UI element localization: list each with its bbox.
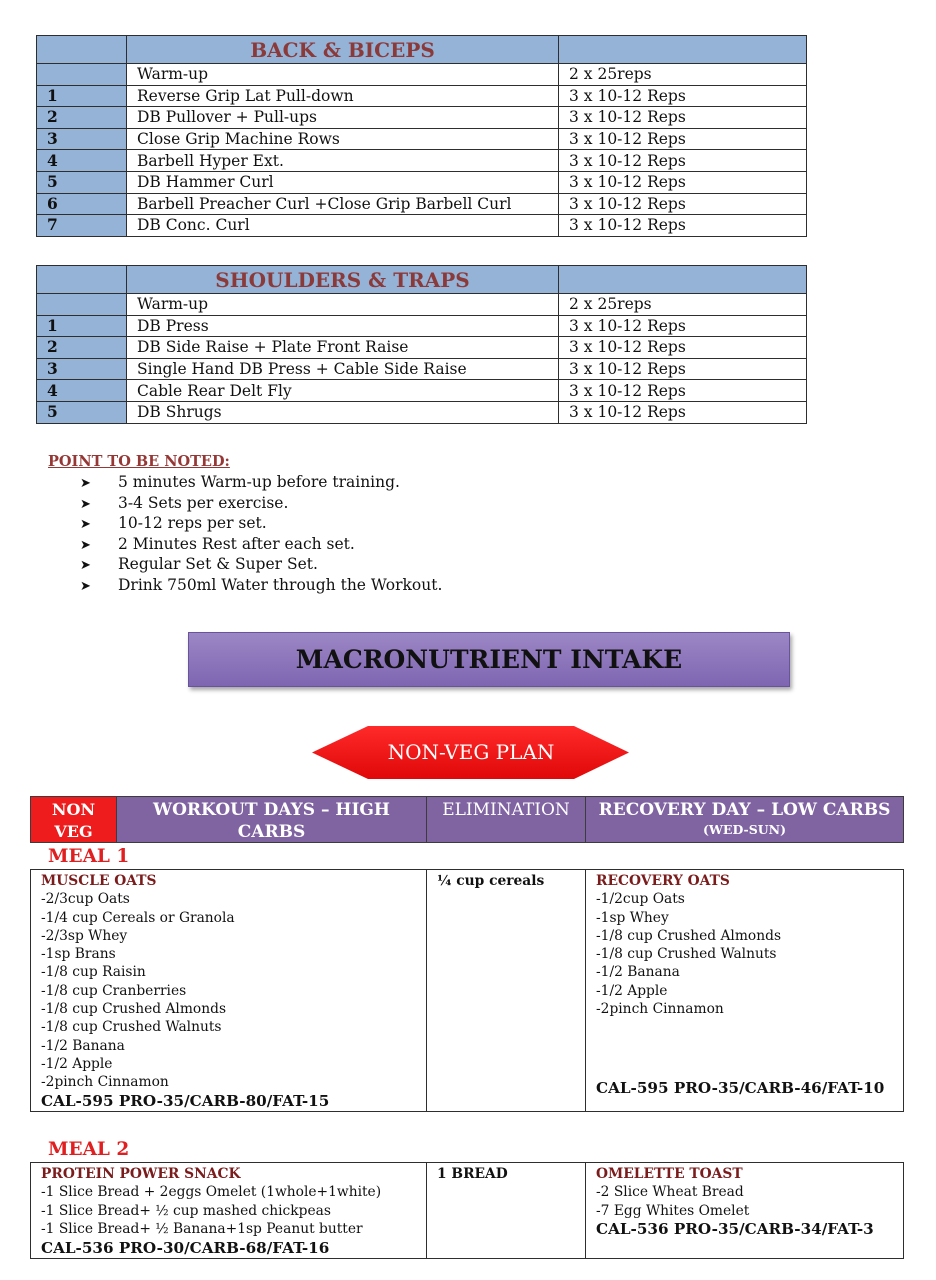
row-number: 2 <box>37 107 127 129</box>
note-text: 2 Minutes Rest after each set. <box>118 534 355 553</box>
meal-2-workout-cell <box>31 1163 427 1258</box>
back-biceps-table <box>36 35 807 237</box>
sets-reps: 3 x 10-12 Reps <box>559 107 807 129</box>
meal-item: -1/8 cup Crushed Walnuts <box>41 1019 222 1036</box>
meal-item: -7 Egg Whites Omelet <box>596 1202 750 1219</box>
meal-heading: MUSCLE OATS <box>41 873 157 889</box>
meal-1-label: MEAL 1 <box>48 846 130 867</box>
exercise-name: DB Pullover + Pull-ups <box>127 107 559 129</box>
meal-item: -1/2 Apple <box>596 982 668 999</box>
sets-reps: 2 x 25reps <box>559 294 807 316</box>
header-blank <box>37 266 127 294</box>
row-number: 4 <box>37 380 127 402</box>
sets-reps: 3 x 10-12 Reps <box>559 215 807 237</box>
note-text: 10-12 reps per set. <box>118 514 267 533</box>
exercise-name: Cable Rear Delt Fly <box>127 380 559 402</box>
arrowhead-bullet-icon: ➤ <box>80 517 91 533</box>
row-number <box>37 64 127 86</box>
meal-heading: OMELETTE TOAST <box>596 1166 743 1182</box>
exercise-name: Barbell Preacher Curl +Close Grip Barbell Curl <box>127 193 559 215</box>
meal-item: -2/3cup Oats <box>41 891 130 908</box>
meal-1-elimination-cell: ¼ cup cereals <box>427 870 586 1111</box>
meal-2-table <box>30 1162 904 1259</box>
notes-title: POINT TO BE NOTED: <box>48 453 230 470</box>
table-row <box>37 85 807 107</box>
meal-heading: PROTEIN POWER SNACK <box>41 1166 241 1182</box>
workout-days-list: (MON-TUES-THUR-FRI-SAT) <box>172 844 371 859</box>
arrowhead-bullet-icon: ➤ <box>80 558 91 574</box>
sets-reps: 3 x 10-12 Reps <box>559 193 807 215</box>
sets-reps: 3 x 10-12 Reps <box>559 128 807 150</box>
meal-item: -1/2 Apple <box>41 1055 113 1072</box>
table-row <box>37 64 807 86</box>
meal-item: -1/4 cup Cereals or Granola <box>41 909 235 926</box>
plan-badge <box>312 725 630 780</box>
row-number <box>37 294 127 316</box>
meal-item: -1/8 cup Crushed Almonds <box>596 927 782 944</box>
header-blank <box>559 266 807 294</box>
sets-reps: 3 x 10-12 Reps <box>559 150 807 172</box>
meal-item: -1sp Brans <box>41 946 116 963</box>
table-header-row <box>37 266 807 294</box>
meal-item: -1 Slice Bread+ ½ cup mashed chickpeas <box>41 1202 331 1219</box>
elimination-header: ELIMINATION <box>426 796 586 843</box>
row-number: 6 <box>37 193 127 215</box>
macro-summary: CAL-595 PRO-35/CARB-80/FAT-15 <box>41 1092 330 1110</box>
table-title: BACK & BICEPS <box>127 36 559 64</box>
exercise-name: Warm-up <box>127 294 559 316</box>
sets-reps: 2 x 25reps <box>559 64 807 86</box>
table-row <box>37 358 807 380</box>
list-item <box>80 575 442 596</box>
macro-summary: CAL-595 PRO-35/CARB-46/FAT-10 <box>596 1079 885 1097</box>
recovery-day-title: RECOVERY DAY – LOW CARBS <box>598 800 891 820</box>
meal-2-recovery-cell <box>586 1163 903 1258</box>
meal-item: -2pinch Cinnamon <box>41 1074 169 1091</box>
note-text: 3-4 Sets per exercise. <box>118 493 289 512</box>
macro-summary: CAL-536 PRO-30/CARB-68/FAT-16 <box>41 1239 330 1257</box>
shoulders-traps-table <box>36 265 807 424</box>
meal-item: -1/8 cup Raisin <box>41 964 146 981</box>
meal-item: -2pinch Cinnamon <box>596 1001 724 1018</box>
meal-item: -1/8 cup Cranberries <box>41 982 187 999</box>
row-number: 5 <box>37 401 127 423</box>
table-row <box>37 128 807 150</box>
exercise-name: Barbell Hyper Ext. <box>127 150 559 172</box>
note-text: Regular Set & Super Set. <box>118 555 318 574</box>
meal-2-label: MEAL 2 <box>48 1139 130 1160</box>
table-row <box>37 401 807 423</box>
exercise-name: DB Conc. Curl <box>127 215 559 237</box>
meal-heading: RECOVERY OATS <box>596 873 730 889</box>
meal-item: -1/8 cup Crushed Almonds <box>41 1001 227 1018</box>
sets-reps: 3 x 10-12 Reps <box>559 171 807 193</box>
exercise-name: Single Hand DB Press + Cable Side Raise <box>127 358 559 380</box>
table-row <box>37 150 807 172</box>
list-item <box>80 534 442 555</box>
meal-item: -1sp Whey <box>596 909 669 926</box>
meal-1-recovery-cell <box>586 870 903 1111</box>
sets-reps: 3 x 10-12 Reps <box>559 315 807 337</box>
recovery-day-header <box>585 796 904 843</box>
exercise-name: DB Press <box>127 315 559 337</box>
nonveg-cell <box>30 796 117 843</box>
table-row <box>37 380 807 402</box>
meal-item: -1/8 cup Crushed Walnuts <box>596 946 777 963</box>
table-row <box>37 315 807 337</box>
row-number: 5 <box>37 171 127 193</box>
table-title: SHOULDERS & TRAPS <box>127 266 559 294</box>
table-header-row <box>37 36 807 64</box>
recovery-days-list: (WED-SUN) <box>702 822 786 837</box>
sets-reps: 3 x 10-12 Reps <box>559 337 807 359</box>
list-item <box>80 472 442 493</box>
meal-item: -1/2 Banana <box>596 964 680 981</box>
exercise-name: DB Shrugs <box>127 401 559 423</box>
table-row <box>37 294 807 316</box>
meal-1-workout-cell <box>31 870 427 1111</box>
meal-item: -1 Slice Bread + 2eggs Omelet (1whole+1white) <box>41 1184 382 1201</box>
arrowhead-bullet-icon: ➤ <box>80 476 91 491</box>
meal-item: -1/2cup Oats <box>596 891 685 908</box>
note-text: Drink 750ml Water through the Workout. <box>118 575 443 594</box>
table-row <box>37 171 807 193</box>
list-item <box>80 554 442 575</box>
table-row <box>37 337 807 359</box>
exercise-name: Warm-up <box>127 64 559 86</box>
header-blank <box>559 36 807 64</box>
exercise-name: Reverse Grip Lat Pull-down <box>127 85 559 107</box>
arrowhead-bullet-icon: ➤ <box>80 537 91 553</box>
row-number: 4 <box>37 150 127 172</box>
meal-item: -2/3sp Whey <box>41 927 128 944</box>
macro-summary: CAL-536 PRO-35/CARB-34/FAT-3 <box>596 1220 874 1238</box>
meal-item: -1/2 Banana <box>41 1037 125 1054</box>
nonveg-line1: NON <box>51 800 96 819</box>
row-number: 2 <box>37 337 127 359</box>
sets-reps: 3 x 10-12 Reps <box>559 401 807 423</box>
meal-2-elimination-cell: 1 BREAD <box>427 1163 586 1258</box>
meal-item: -1 Slice Bread+ ½ Banana+1sp Peanut butter <box>41 1220 363 1237</box>
sets-reps: 3 x 10-12 Reps <box>559 358 807 380</box>
list-item <box>80 513 442 534</box>
table-row <box>37 193 807 215</box>
table-row <box>37 107 807 129</box>
exercise-name: Close Grip Machine Rows <box>127 128 559 150</box>
row-number: 1 <box>37 315 127 337</box>
meal-item: -2 Slice Wheat Bread <box>596 1184 744 1201</box>
table-row <box>37 215 807 237</box>
row-number: 3 <box>37 358 127 380</box>
row-number: 7 <box>37 215 127 237</box>
macronutrient-banner: MACRONUTRIENT INTAKE <box>188 632 790 687</box>
row-number: 3 <box>37 128 127 150</box>
arrowhead-bullet-icon: ➤ <box>80 578 91 594</box>
row-number: 1 <box>37 85 127 107</box>
list-item <box>80 493 442 514</box>
workout-days-header <box>116 796 427 859</box>
sets-reps: 3 x 10-12 Reps <box>559 85 807 107</box>
exercise-name: DB Side Raise + Plate Front Raise <box>127 337 559 359</box>
sets-reps: 3 x 10-12 Reps <box>559 380 807 402</box>
header-blank <box>37 36 127 64</box>
arrowhead-bullet-icon: ➤ <box>80 496 91 512</box>
notes-list <box>80 472 442 596</box>
workout-days-title: WORKOUT DAYS – HIGH CARBS <box>153 800 390 842</box>
exercise-name: DB Hammer Curl <box>127 171 559 193</box>
nonveg-line2: VEG <box>54 822 93 841</box>
plan-badge-label: NON-VEG PLAN <box>387 740 555 764</box>
note-text: 5 minutes Warm-up before training. <box>118 473 400 491</box>
meal-1-table <box>30 869 904 1112</box>
